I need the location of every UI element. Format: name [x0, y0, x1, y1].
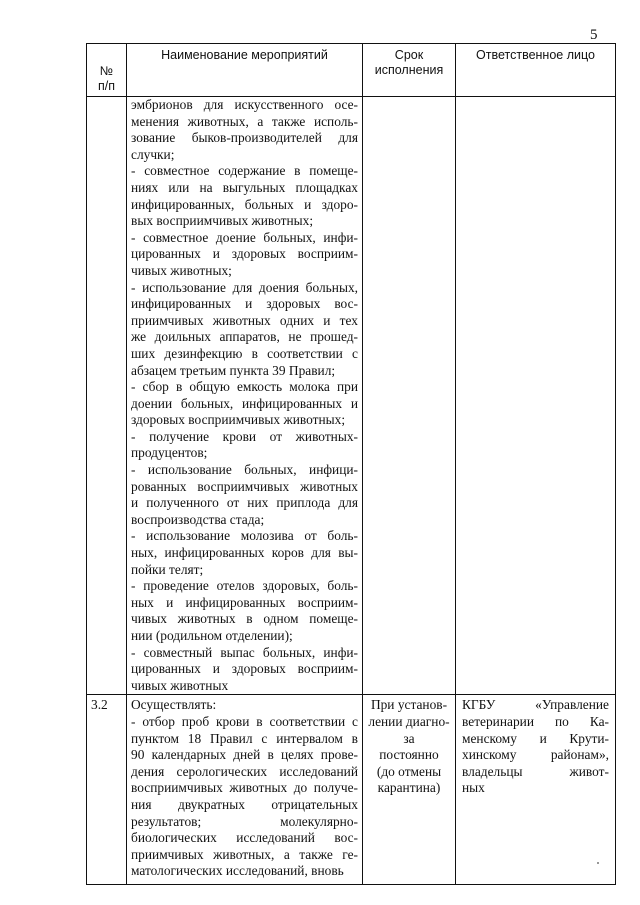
header-number-line1: №: [99, 64, 114, 78]
header-name: Наименование мероприятий: [127, 44, 363, 97]
row-3-2-name-cell: [127, 695, 363, 885]
header-term: [363, 44, 456, 97]
continuation-term-cell: [363, 97, 456, 695]
row-3-2-responsible-cell: [456, 695, 616, 885]
continuation-responsible-cell: [456, 97, 616, 695]
row-3-2-name-text-line: матологических исследований, вновь: [131, 863, 344, 879]
continuation-text-line: вых восприимчивых животных;: [131, 213, 314, 229]
continuation-text-line: случки;: [131, 146, 175, 162]
row-number: 3.2: [87, 695, 127, 885]
continuation-text-line: ниях или на выгульных площадках: [131, 179, 358, 195]
continuation-text-line: продуцентов;: [131, 445, 208, 461]
continuation-text-line: - совместный выпас больных, инфи-: [131, 644, 358, 660]
row-3-2-term-text-line: (до отмены: [376, 763, 442, 779]
continuation-text-line: и полученного от них приплода для: [131, 495, 358, 511]
continuation-text-line: эмбрионов для искусственного осе-: [131, 97, 358, 112]
page-number: 5: [590, 27, 598, 43]
continuation-name-cell: [127, 97, 363, 695]
row-3-2-name-text-line: биологических исследований вос-: [131, 830, 358, 846]
row-3-2-term-text-line: карантина): [377, 780, 441, 796]
measures-table: [86, 43, 616, 885]
row-3-2-name-text-line: ния двукратных отрицательных: [131, 796, 358, 812]
continuation-text-line: приимчивых животных одних и тех: [131, 312, 358, 328]
row-3-2-responsible-text-line: владельцы живот-: [462, 763, 609, 779]
row-3-2-responsible-text-line: КГБУ «Управление: [462, 697, 609, 713]
header-number-line2: п/п: [97, 78, 115, 93]
continuation-text-line: абзацем третьим пункта 39 Правил;: [131, 362, 336, 378]
continuation-text-line: менения животных, а также исполь-: [131, 113, 358, 129]
continuation-text-line: - использование для доения больных,: [131, 279, 358, 295]
row-3-2-responsible-text-line: ветеринарии по Ка-: [462, 713, 609, 729]
continuation-text-line: цированных и здоровых восприим-: [131, 661, 358, 677]
row-3-2-term-text-line: лении диагно-: [368, 713, 450, 729]
continuation-text-line: чивых животных в одном помеще-: [131, 611, 358, 627]
continuation-text-line: - сбор в общую емкость молока при: [131, 379, 358, 395]
header-term-line2: исполнения: [374, 62, 444, 77]
row-3-2-name-text-line: Осуществлять:: [131, 697, 217, 713]
row-3-2-responsible-text-line: хинскому районам»,: [462, 747, 609, 763]
continuation-number-cell: [87, 97, 127, 695]
scan-speck: [597, 862, 599, 864]
continuation-text-line: инфицированных, больных и здоро-: [131, 196, 358, 212]
row-3-2-name-text-line: 90 календарных дней в целях прове-: [131, 747, 358, 763]
row-3-2-name-text-line: результатов; молекулярно-: [131, 813, 358, 829]
continuation-text-line: ших дезинфекцию в соответствии с: [131, 345, 358, 361]
continuation-text-line: воспроизводства стада;: [131, 511, 265, 527]
row-3-2-name-text-line: пунктом 18 Правил с интервалом в: [131, 730, 358, 746]
continuation-text-line: инфицированных и здоровых вос-: [131, 296, 358, 312]
continuation-text-line: рованных восприимчивых животных: [131, 478, 358, 494]
continuation-text-line: - использование больных, инфици-: [131, 462, 358, 478]
row-3-2-name-text-line: - отбор проб крови в соответствии с: [131, 713, 358, 729]
continuation-text-line: цированных и здоровых восприим-: [131, 246, 358, 262]
continuation-text-line: ных, инфицированных коров для вы-: [131, 545, 358, 561]
continuation-text-line: здоровых восприимчивых животных;: [131, 412, 346, 428]
continuation-text-line: зование быков-производителей для: [131, 130, 358, 146]
continuation-text-line: - использование молозива от боль-: [131, 528, 358, 544]
header-term-line1: Срок: [394, 48, 424, 62]
continuation-text-line: - совместное содержание в помеще-: [131, 163, 358, 179]
continuation-text-line: - совместное доение больных, инфи-: [131, 229, 358, 245]
continuation-text-line: нии (родильном отделении);: [131, 628, 293, 643]
continuation-text-line: ных и инфицированных восприим-: [131, 594, 358, 610]
row-3-2-responsible-text-line: ных: [462, 780, 485, 796]
row-3-2-term-text-line: постоянно: [379, 747, 439, 763]
row-3-2-responsible-text-line: менскому и Крути-: [462, 730, 609, 746]
continuation-text-line: же доильных аппаратов, не прошед-: [131, 329, 358, 345]
row-3-2-term-text-line: за: [403, 730, 415, 746]
table-row-3-2: [87, 695, 616, 885]
row-3-2-name-text-line: восприимчивых животных до получе-: [131, 780, 358, 796]
header-responsible: Ответственное лицо: [456, 44, 616, 97]
continuation-text-line: пойки телят;: [131, 561, 204, 577]
row-3-2-name-text-line: дения серологических исследований: [131, 763, 358, 779]
row-3-2-term-text-line: При установ-: [370, 697, 448, 713]
continuation-text-line: чивых животных: [131, 677, 229, 693]
continuation-text-line: доении больных, инфицированных и: [131, 395, 358, 411]
table-header-row: [87, 44, 616, 97]
continuation-text-line: - получение крови от животных-: [131, 428, 358, 444]
continuation-text-line: - проведение отелов здоровых, боль-: [131, 578, 358, 594]
row-3-2-name-text-line: приимчивых животных, а также ге-: [131, 846, 358, 862]
row-3-2-term-cell: [363, 695, 456, 885]
continuation-text-line: чивых животных;: [131, 262, 232, 278]
table-row-continuation: [87, 97, 616, 695]
header-number: [87, 44, 127, 97]
